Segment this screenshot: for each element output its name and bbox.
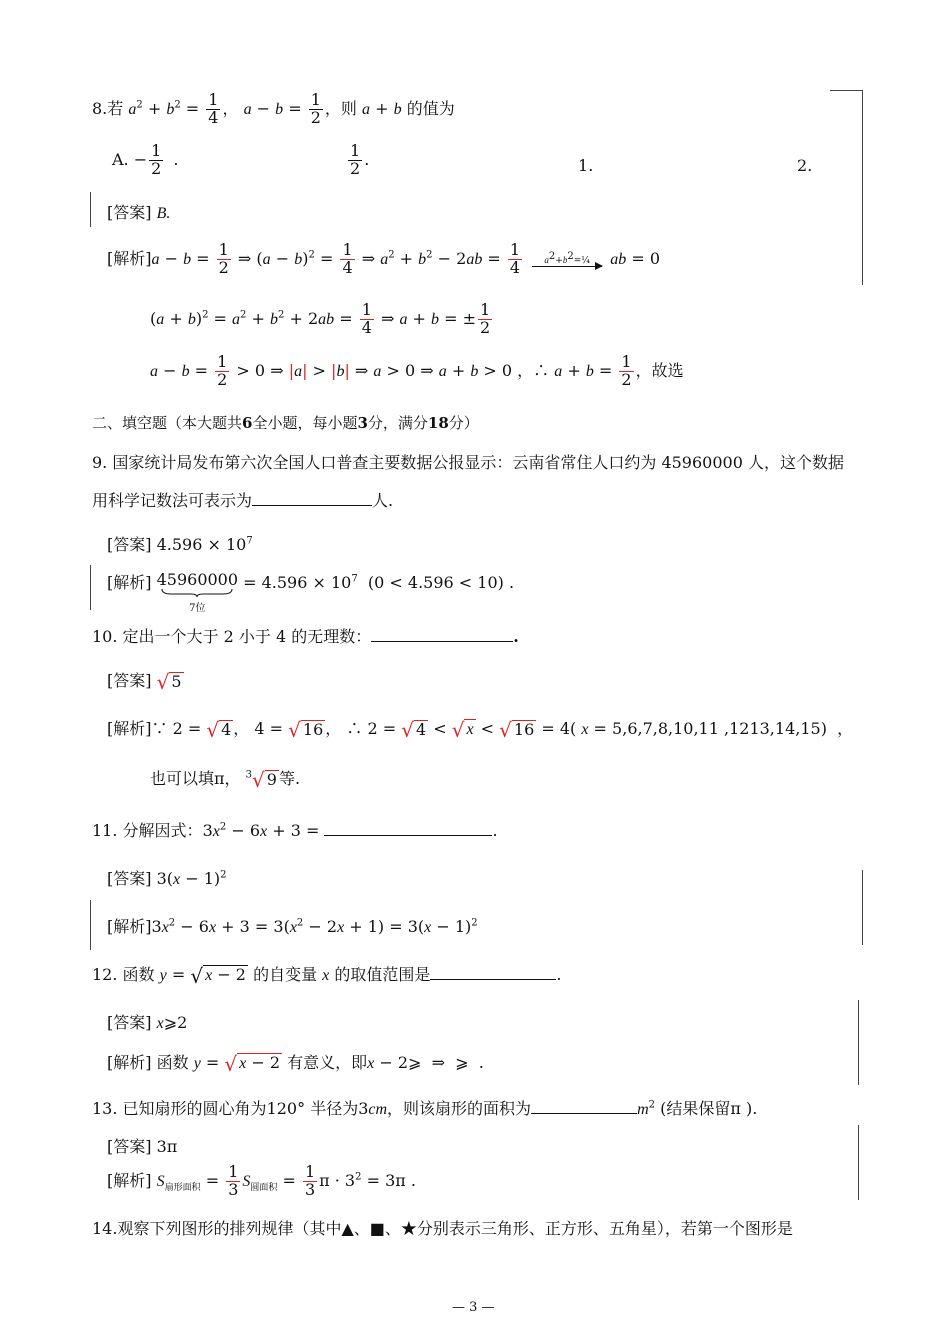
q10-stem: 10. 定出一个大于 2 小于 4 的无理数： . [92,627,519,646]
q12-stem: 12. 函数 y = √ x − 2 的自变量 x 的取值范围是 . [92,963,562,988]
q11-answer: [答案] $3(x - 1)^2$ [107,869,227,888]
q8-answer: [答案] B. [107,203,171,222]
q10-analysis-extra: 也可以填π， $^3$ √ 9 等. [150,767,301,792]
q13-answer: [答案] 3π [107,1137,178,1156]
frame-left-line-3 [90,900,91,950]
q12-answer: [答案] x⩾2 [107,1013,188,1032]
answer-blank[interactable] [252,491,372,506]
frame-right-line-2 [862,870,863,945]
q9-stem-line2: 用科学记数法可表示为 人. [92,491,394,510]
q12-analysis: [解析] 函数 y = √ x − 2 有意义，即x − 2⩾ ⇒ ⩾ . [107,1051,484,1076]
q13-analysis: [解析] $S_{扇形面积}$ = $\frac{1}{3}$ $S_{圆面积}$ = $\frac{1}{3}$ $\pi \cdot 3^2 = 3\pi$ . [107,1162,416,1199]
answer-blank[interactable] [531,1099,637,1114]
q8-analysis-line3: a − b = $\frac{1}{2}$ > 0 ⇒ |a| > |b| ⇒ a > 0 ⇒ a + b > 0 ，∴ a + b = $\frac{1}{2}$ ，故选 [150,352,684,389]
q8-analysis-line1: [解析]a − b = $\frac{1}{2}$ ⇒ $(a - b)^2$ = $\frac{1}{4}$ ⇒ $a^2 + b^2 - 2ab$ = $\frac{1}{4}$ $a^2+b^2=\frac{1}{4}$ ab = 0 [107,240,661,277]
frame-right-line-1 [862,90,863,285]
q8-option-a: A. − $\frac{1}{2}$ . [112,141,179,178]
page-number: — 3 — [452,1300,495,1315]
frame-right-line-4 [858,1125,859,1200]
q8-option-d: 2. [797,156,813,175]
arrow-icon: $a^2+b^2=\frac{1}{4}$ [532,251,602,267]
q9-analysis: [解析] 45960000 7位 = $4.596 \times 10^7$ (0 < 4.596 < 10) . [107,570,515,614]
q14-stem: 14.观察下列图形的排列规律（其中▲、■、★分别表示三角形、正方形、五角星），若第一个图形是 [92,1219,793,1238]
sqrt: √ 5 [156,669,182,694]
underbrace: 45960000 7位 [156,570,239,614]
q13-stem: 13. 已知扇形的圆心角为120° 半径为3cm，则该扇形的面积为 $m^2$ (结果保留π ). [92,1099,758,1118]
q10-analysis: [解析]∵ 2 = √ 4 ， 4 = √ 16 ， ∴ 2 = √ 4 < √ x < √ 16 = 4( x = 5,6,7,8,10,11 ,1213,14,15) ， [107,717,854,742]
answer-blank[interactable] [324,821,492,836]
answer-blank[interactable] [371,627,513,642]
q9-stem-line1: 9. 国家统计局发布第六次全国人口普查主要数据公报显示：云南省常住人口约为 45960000 人，这个数据 [92,453,844,472]
q9-answer: [答案] $4.596 \times 10^7$ [107,535,253,554]
frame-right-line-3 [858,1000,859,1085]
answer-blank[interactable] [430,965,556,980]
q8-stem: 8.若 $a^2 + b^2$ = $\frac{1}{4}$ ， a − b = $\frac{1}{2}$ ，则 a + b 的值为 [92,90,455,127]
q11-analysis: [解析]$3x^2 - 6x + 3 = 3(x^2 - 2x + 1) = 3(x - 1)^2$ [107,917,478,936]
fraction: $\frac{1}{2}$ [310,90,321,127]
brace-icon [161,589,233,597]
section-2-title: 二、填空题（本大题共6全小题，每小题3分，满分18分） [92,414,479,432]
q10-answer: [答案] √ 5 [107,669,182,694]
frame-left-line-2 [90,565,91,610]
frame-top-line [830,90,862,91]
q8-option-b: $\frac{1}{2}$ . [350,141,370,178]
frame-left-line-1 [90,192,91,227]
q8-option-c: 1. [578,156,594,175]
q8-analysis-line2: $(a + b)^2 = a^2 + b^2 + 2ab$ = $\frac{1}{4}$ ⇒ a + b = ± $\frac{1}{2}$ [150,300,491,337]
q11-stem: 11. 分解因式：$3x^2 - 6x + 3$ = . [92,821,498,840]
fraction: $\frac{1}{4}$ [208,90,219,127]
